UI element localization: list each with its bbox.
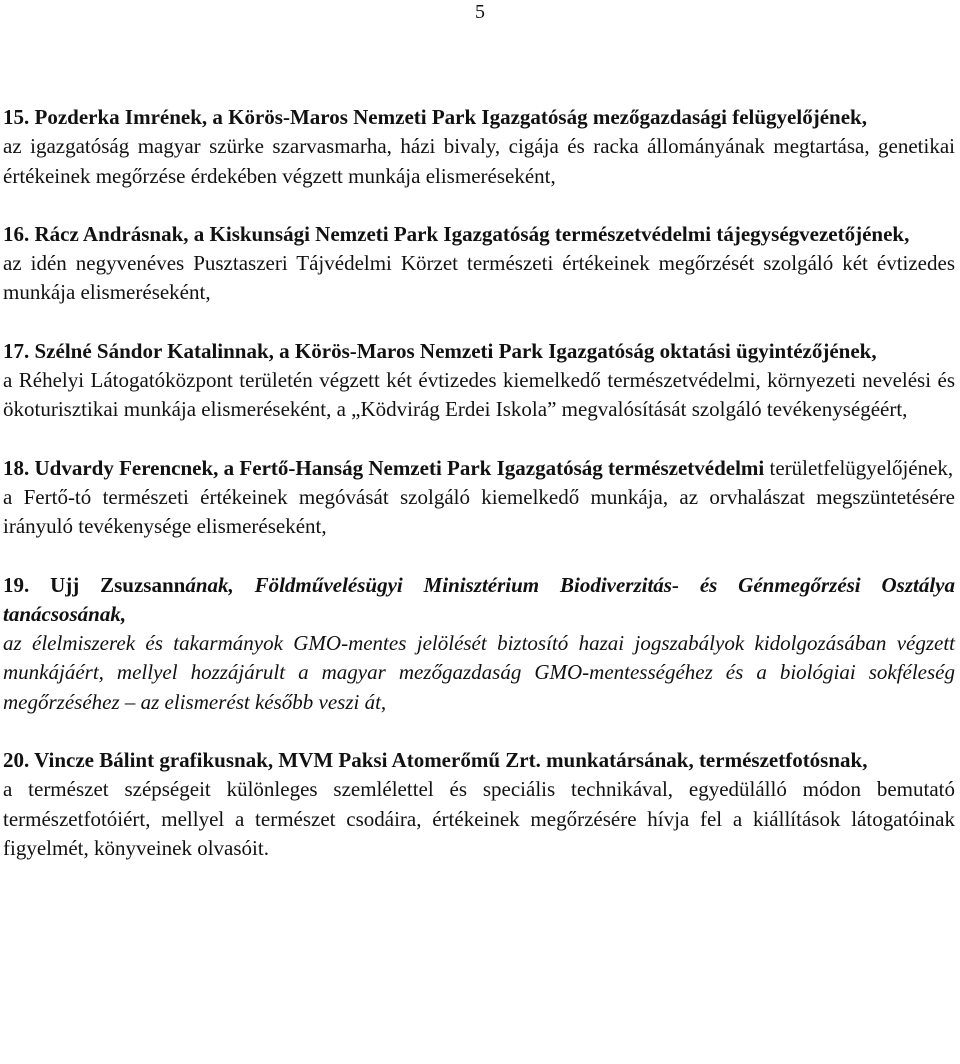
entry-heading (3, 337, 955, 366)
entry-heading (3, 454, 955, 483)
entry-heading (3, 220, 955, 249)
entry-number: 18. (3, 455, 30, 480)
recipient-heading: Szélné Sándor Katalinnak, a Körös-Maros Nemzeti Park Igazgatóság oktatási ügyintézőjének, (29, 338, 877, 363)
entry-heading (3, 746, 955, 775)
document-body (3, 103, 955, 892)
award-entry-20 (3, 746, 955, 863)
recipient-heading: Vincze Bálint grafikusnak, MVM Paksi Atomerőmű Zrt. munkatársának, természetfotósnak, (29, 748, 868, 773)
recipient-heading: Rácz Andrásnak, a Kiskunsági Nemzeti Park Igazgatóság természetvédelmi tájegységvezetőjének, (29, 221, 910, 246)
entry-text: a Fertő-tó természeti értékeinek megóvását szolgáló kiemelkedő munkája, az orvhalászat megszüntetésére irányuló tevékenysége elismeréseként, (3, 484, 955, 539)
entry-text: a Réhelyi Látogatóközpont területén végzett két évtizedes kiemelkedő természetvédelmi, környezeti nevelési és ökoturisztikai munkája elismeréseként, a „Ködvirág Erdei Iskola” megvalósítását szolgáló tevékenységéért, (3, 368, 955, 422)
entry-heading (3, 571, 955, 630)
recipient-heading: Ujj Zsuzsann (29, 572, 186, 597)
entry-number: 17. (3, 338, 30, 363)
entry-heading (3, 103, 955, 132)
entry-number: 20. (3, 748, 30, 773)
entry-number: 16. (3, 221, 30, 246)
entry-text: az élelmiszerek és takarmányok GMO-mentes jelölését biztosító hazai jogszabályok kidolgozásában végzett munkájáért, mellyel hozzájárult a magyar mezőgazdaság GMO-mentességéhez és a biológiai sokféleség megőrzéséhez – az elismerést később veszi át, (3, 631, 955, 714)
recipient-heading-rest: területfelügyelőjének, (764, 455, 954, 480)
recipient-heading: Udvardy Ferencnek, a Fertő-Hanság Nemzeti Park Igazgatóság természetvédelmi (29, 455, 765, 480)
entry-number: 15. (3, 105, 30, 129)
page-number: 5 (475, 1, 485, 23)
award-entry-19 (3, 571, 955, 717)
entry-text: az igazgatóság magyar szürke szarvasmarha, házi bivaly, cigája és racka állományának megtartása, genetikai értékeinek megőrzése érdekében végzett munkája elismeréseként, (3, 134, 955, 188)
entry-text: az idén negyvenéves Pusztaszeri Tájvédelmi Körzet természeti értékeinek megőrzését szolgáló két évtizedes munkája elismeréseként, (3, 251, 955, 305)
entry-text: a természet szépségeit különleges szemlélettel és speciális technikával, egyedülálló módon bemutató természetfotóiért, mellyel a természet csodáira, értékeinek megőrzésére hívja fel a kiállítások látogatóinak figyelmét, könyveinek olvasóit. (3, 777, 955, 860)
award-entry-15 (3, 103, 955, 191)
award-entry-17 (3, 337, 955, 425)
award-entry-16 (3, 220, 955, 308)
award-entry-18 (3, 454, 955, 542)
entry-number: 19. (3, 572, 30, 597)
recipient-heading-italic: ának, Földművelésügyi Minisztérium Biodiverzitás- és Génmegőrzési Osztálya tanácsosának, (3, 572, 955, 626)
recipient-heading: Pozderka Imrének, a Körös-Maros Nemzeti Park Igazgatóság mezőgazdasági felügyelőjének, (29, 105, 867, 129)
